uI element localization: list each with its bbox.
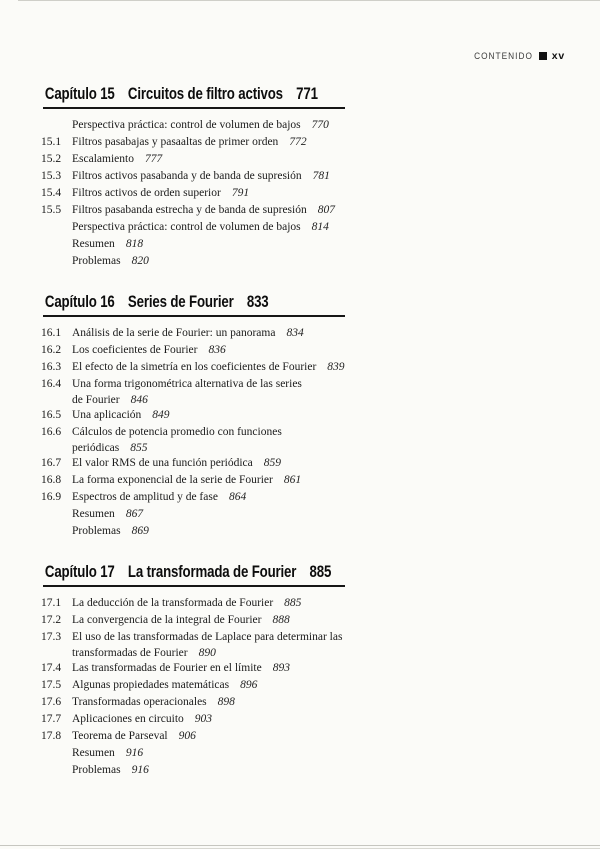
entry-page-number: 834 <box>286 327 304 339</box>
entry-page-number: 906 <box>178 730 196 742</box>
toc-entry <box>41 236 571 253</box>
square-bullet-icon <box>539 52 547 60</box>
entry-title: periódicas <box>72 442 120 454</box>
entry-number <box>41 219 72 236</box>
entry-body <box>72 424 571 455</box>
entry-title-line <box>72 694 571 711</box>
entry-title: Filtros activos de orden superior <box>72 187 221 199</box>
entry-body <box>72 151 571 168</box>
entry-body <box>72 253 571 270</box>
entry-title-line <box>72 472 571 489</box>
entry-title: Perspectiva práctica: control de volumen de bajos <box>72 221 301 233</box>
entry-number <box>41 745 72 762</box>
entry-number: 17.4 <box>41 662 62 674</box>
entry-number: 17.6 <box>41 696 62 708</box>
entry-number <box>41 117 72 134</box>
toc-entry <box>41 325 571 342</box>
entry-title-line <box>72 151 571 168</box>
entry-title-line <box>72 612 571 629</box>
entry-number: 17.1 <box>41 597 62 609</box>
entry-title-line <box>72 646 571 660</box>
entry-body <box>72 711 571 728</box>
entry-title: La convergencia de la integral de Fourier <box>72 614 262 626</box>
entry-title: Una forma trigonométrica alternativa de las series <box>72 378 302 390</box>
entry-page-number: 777 <box>144 153 163 165</box>
entry-title: Filtros pasabanda estrecha y de banda de supresión <box>72 204 307 216</box>
toc-entry <box>41 151 571 168</box>
toc-entry <box>41 424 571 455</box>
chapter-entries <box>41 117 571 270</box>
chapter-title: La transformada de Fourier <box>127 562 297 581</box>
chapter-rule <box>43 585 345 587</box>
toc-entry <box>41 168 571 185</box>
toc-entry <box>41 677 571 694</box>
entry-title-line <box>72 660 571 677</box>
entry-title-line <box>72 185 571 202</box>
toc-entry <box>41 762 571 779</box>
toc-entry <box>41 660 571 677</box>
entry-number: 16.3 <box>41 361 62 373</box>
entry-page-number: 814 <box>311 221 329 233</box>
entry-number: 16.5 <box>41 409 62 421</box>
entry-title: Filtros pasabajas y pasaaltas de primer orden <box>72 136 279 148</box>
entry-number <box>41 523 72 540</box>
entry-page-number: 781 <box>312 170 330 182</box>
entry-number: 15.2 <box>41 153 62 165</box>
entry-title-line <box>72 134 571 151</box>
entry-body <box>72 612 571 629</box>
chapter-entries <box>41 325 571 540</box>
entry-body <box>72 455 571 472</box>
chapter-rule <box>43 107 345 109</box>
chapter-heading <box>41 84 454 104</box>
entry-title-line <box>72 219 571 236</box>
toc-entry <box>41 455 571 472</box>
toc-content <box>41 84 571 779</box>
entry-page-number: 849 <box>152 409 170 421</box>
entry-number: 16.6 <box>41 426 62 438</box>
toc-entry <box>41 489 571 506</box>
entry-number: 15.3 <box>41 170 62 182</box>
entry-body <box>72 472 571 489</box>
entry-page-number: 770 <box>311 119 329 131</box>
entry-title: Cálculos de potencia promedio con funciones <box>72 426 282 438</box>
entry-number: 16.7 <box>41 457 62 469</box>
entry-body <box>72 325 571 342</box>
toc-entry <box>41 711 571 728</box>
entry-number: 16.4 <box>41 378 62 390</box>
entry-number: 17.2 <box>41 614 62 626</box>
entry-body <box>72 219 571 236</box>
toc-entry <box>41 745 571 762</box>
entry-body <box>72 629 571 660</box>
entry-page-number: 885 <box>284 597 302 609</box>
entry-number: 15.4 <box>41 187 62 199</box>
chapter-page-number: 833 <box>246 292 269 311</box>
toc-entry <box>41 629 571 660</box>
entry-title: transformadas de Fourier <box>72 647 188 659</box>
entry-title: Problemas <box>72 764 121 776</box>
entry-body <box>72 489 571 506</box>
entry-body <box>72 134 571 151</box>
entry-title: El uso de las transformadas de Laplace para determinar las <box>72 631 343 643</box>
entry-page-number: 893 <box>272 662 290 674</box>
entry-number: 17.7 <box>41 713 62 725</box>
chapter-title: Series de Fourier <box>127 292 234 311</box>
entry-title: Análisis de la serie de Fourier: un panorama <box>72 327 276 339</box>
entry-title-line <box>72 629 571 646</box>
toc-entry <box>41 117 571 134</box>
toc-entry <box>41 376 571 407</box>
entry-title-line <box>72 117 571 134</box>
entry-title-line <box>72 489 571 506</box>
entry-body <box>72 694 571 711</box>
entry-title: El efecto de la simetría en los coeficientes de Fourier <box>72 361 317 373</box>
toc-entry <box>41 595 571 612</box>
entry-page-number: 888 <box>272 614 290 626</box>
chapter-block <box>41 562 571 779</box>
toc-entry <box>41 185 571 202</box>
running-header-label: CONTENIDO <box>473 51 533 61</box>
chapter-block <box>41 84 571 270</box>
chapter-number: Capítulo 16 <box>44 292 115 311</box>
entry-page-number: 772 <box>289 136 307 148</box>
entry-page-number: 916 <box>131 764 149 776</box>
entry-title: Aplicaciones en circuito <box>72 713 184 725</box>
entry-number <box>41 253 72 270</box>
entry-title: El valor RMS de una función periódica <box>72 457 253 469</box>
entry-page-number: 836 <box>208 344 226 356</box>
entry-number <box>41 506 72 523</box>
entry-body <box>72 376 571 407</box>
entry-title: Las transformadas de Fourier en el límite <box>72 662 262 674</box>
entry-title-line <box>72 376 571 393</box>
entry-title-line <box>72 728 571 745</box>
chapter-block <box>41 292 571 540</box>
page-folio: xv <box>551 50 565 62</box>
entry-number: 17.8 <box>41 730 62 742</box>
scan-edge-top <box>18 0 600 1</box>
entry-page-number: 791 <box>231 187 250 199</box>
entry-body <box>72 236 571 253</box>
entry-page-number: 818 <box>125 238 144 250</box>
entry-title: Resumen <box>72 508 115 520</box>
toc-entry <box>41 506 571 523</box>
toc-entry <box>41 612 571 629</box>
entry-body <box>72 202 571 219</box>
entry-number <box>41 236 72 253</box>
entry-body <box>72 523 571 540</box>
toc-entry <box>41 202 571 219</box>
entry-page-number: 820 <box>131 255 149 267</box>
entry-page-number: 846 <box>130 394 148 406</box>
chapter-entries <box>41 595 571 779</box>
entry-title: La forma exponencial de la serie de Fourier <box>72 474 273 486</box>
entry-title-line <box>72 745 571 762</box>
entry-title-line <box>72 711 571 728</box>
entry-title: Teorema de Parseval <box>72 730 168 742</box>
entry-title: de Fourier <box>72 394 120 406</box>
chapter-title: Circuitos de filtro activos <box>127 84 283 103</box>
entry-title-line <box>72 506 571 523</box>
entry-title-line <box>72 359 571 376</box>
entry-title: La deducción de la transformada de Fourier <box>72 597 274 609</box>
entry-title-line <box>72 342 571 359</box>
entry-body <box>72 745 571 762</box>
entry-title-line <box>72 393 571 407</box>
entry-page-number: 855 <box>130 442 148 454</box>
toc-entry <box>41 219 571 236</box>
scan-edge-bottom <box>0 845 600 846</box>
entry-title: Problemas <box>72 525 121 537</box>
entry-page-number: 807 <box>317 204 335 216</box>
entry-title-line <box>72 407 571 424</box>
entry-title-line <box>72 325 571 342</box>
entry-page-number: 916 <box>125 747 144 759</box>
entry-body <box>72 185 571 202</box>
entry-number: 17.5 <box>41 679 62 691</box>
entry-number: 17.3 <box>41 631 62 643</box>
entry-body <box>72 407 571 424</box>
entry-title: Una aplicación <box>72 409 142 421</box>
toc-entry <box>41 407 571 424</box>
entry-title-line <box>72 168 571 185</box>
chapter-page-number: 885 <box>309 562 332 581</box>
entry-page-number: 864 <box>228 491 247 503</box>
toc-entry <box>41 523 571 540</box>
toc-entry <box>41 728 571 745</box>
entry-page-number: 890 <box>198 647 216 659</box>
toc-entry <box>41 134 571 151</box>
entry-title-line <box>72 236 571 253</box>
entry-page-number: 898 <box>217 696 235 708</box>
entry-number: 16.9 <box>41 491 62 503</box>
toc-entry <box>41 342 571 359</box>
entry-title: Transformadas operacionales <box>72 696 207 708</box>
entry-page-number: 861 <box>283 474 302 486</box>
entry-body <box>72 506 571 523</box>
entry-title-line <box>72 455 571 472</box>
chapter-heading <box>41 562 454 582</box>
entry-title: Resumen <box>72 238 115 250</box>
entry-title: Resumen <box>72 747 115 759</box>
toc-entry <box>41 472 571 489</box>
entry-title: Espectros de amplitud y de fase <box>72 491 218 503</box>
toc-entry <box>41 253 571 270</box>
entry-page-number: 896 <box>240 679 258 691</box>
entry-title-line <box>72 762 571 779</box>
entry-page-number: 867 <box>125 508 144 520</box>
entry-title-line <box>72 424 571 441</box>
entry-page-number: 903 <box>194 713 213 725</box>
entry-title-line <box>72 523 571 540</box>
chapter-number: Capítulo 17 <box>44 562 115 581</box>
entry-title: Perspectiva práctica: control de volumen de bajos <box>72 119 301 131</box>
chapter-page-number: 771 <box>296 84 318 103</box>
toc-entry <box>41 694 571 711</box>
entry-title: Escalamiento <box>72 153 134 165</box>
toc-entry <box>41 359 571 376</box>
entry-title: Filtros activos pasabanda y de banda de supresión <box>72 170 302 182</box>
entry-number: 15.5 <box>41 204 62 216</box>
entry-number: 15.1 <box>41 136 62 148</box>
entry-body <box>72 595 571 612</box>
entry-body <box>72 168 571 185</box>
entry-body <box>72 359 571 376</box>
running-header <box>469 50 565 62</box>
entry-page-number: 859 <box>263 457 282 469</box>
entry-title-line <box>72 677 571 694</box>
entry-title: Algunas propiedades matemáticas <box>72 679 230 691</box>
chapter-heading <box>41 292 454 312</box>
entry-title: Los coeficientes de Fourier <box>72 344 198 356</box>
entry-body <box>72 762 571 779</box>
entry-number: 16.8 <box>41 474 62 486</box>
entry-body <box>72 117 571 134</box>
chapter-rule <box>43 315 345 317</box>
entry-body <box>72 342 571 359</box>
entry-page-number: 839 <box>327 361 345 373</box>
entry-page-number: 869 <box>131 525 149 537</box>
entry-number: 16.1 <box>41 327 62 339</box>
entry-number: 16.2 <box>41 344 62 356</box>
entry-body <box>72 660 571 677</box>
entry-number <box>41 762 72 779</box>
entry-title-line <box>72 441 571 455</box>
chapter-number: Capítulo 15 <box>44 84 115 103</box>
entry-body <box>72 728 571 745</box>
entry-body <box>72 677 571 694</box>
entry-title-line <box>72 595 571 612</box>
entry-title-line <box>72 253 571 270</box>
entry-title: Problemas <box>72 255 121 267</box>
entry-title-line <box>72 202 571 219</box>
